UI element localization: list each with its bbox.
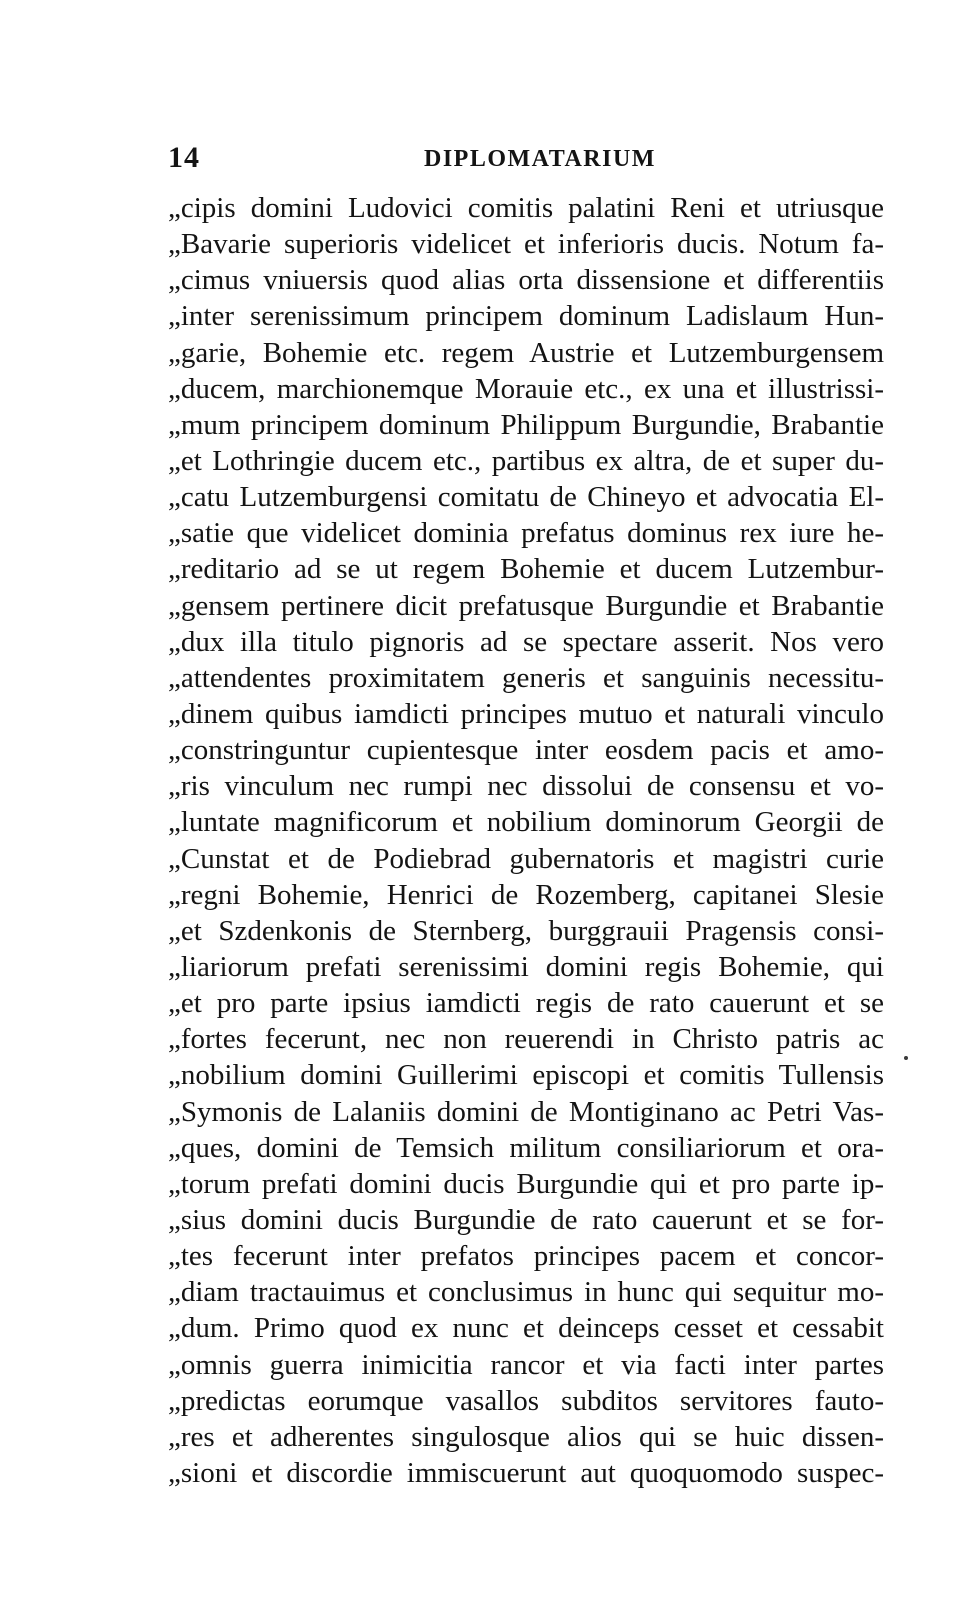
text-line: „dux illa titulo pignoris ad se spectare asserit. Nos vero: [168, 625, 884, 658]
text-line: „et Szdenkonis de Sternberg, burggrauii Pragensis consi-: [168, 914, 884, 947]
text-line: „liariorum prefati serenissimi domini regis Bohemie, qui: [168, 950, 884, 983]
text-line: „cimus vniuersis quod alias orta dissensione et differentiis: [168, 264, 884, 297]
text-line: „constringuntur cupientesque inter eosdem pacis et amo-: [168, 734, 884, 767]
ink-speck: [904, 1056, 908, 1060]
text-line: „reditario ad se ut regem Bohemie et ducem Lutzembur-: [168, 553, 884, 586]
text-line: „gensem pertinere dicit prefatusque Burgundie et Brabantie: [168, 589, 884, 622]
text-line: „ris vinculum nec rumpi nec dissolui de consensu et vo-: [168, 770, 884, 803]
text-line: „tes fecerunt inter prefatos principes pacem et concor-: [168, 1240, 884, 1273]
text-line: „luntate magnificorum et nobilium dominorum Georgii de: [168, 806, 884, 839]
text-line: „predictas eorumque vasallos subditos servitores fauto-: [168, 1384, 884, 1417]
text-line: „Bavarie superioris videlicet et inferioris ducis. Notum fa-: [168, 228, 884, 261]
text-line: „catu Lutzemburgensi comitatu de Chineyo et advocatia El-: [168, 481, 884, 514]
running-head: [168, 140, 884, 176]
text-line: „sius domini ducis Burgundie de rato cauerunt et se for-: [168, 1203, 884, 1236]
text-line: „et Lothringie ducem etc., partibus ex altra, de et super du-: [168, 444, 884, 477]
text-line: „sioni et discordie immiscuerunt aut quoquomodo suspec-: [168, 1456, 884, 1489]
text-line: „satie que videlicet dominia prefatus dominus rex iure he-: [168, 517, 884, 550]
text-line: „torum prefati domini ducis Burgundie qui et pro parte ip-: [168, 1167, 884, 1200]
text-line: „attendentes proximitatem generis et sanguinis necessitu-: [168, 661, 884, 694]
text-line: „mum principem dominum Philippum Burgundie, Brabantie: [168, 408, 884, 441]
text-line: „cipis domini Ludovici comitis palatini Reni et utriusque: [168, 192, 884, 224]
text-line: „diam tractauimus et conclusimus in hunc qui sequitur mo-: [168, 1276, 884, 1309]
text-line: „res et adherentes singulosque alios qui se huic dissen-: [168, 1420, 884, 1453]
text-line: „nobilium domini Guillerimi episcopi et comitis Tullensis: [168, 1059, 884, 1092]
text-line: „et pro parte ipsius iamdicti regis de rato cauerunt et se: [168, 987, 884, 1020]
text-line: „Symonis de Lalaniis domini de Montiginano ac Petri Vas-: [168, 1095, 884, 1128]
text-line: „regni Bohemie, Henrici de Rozemberg, capitanei Slesie: [168, 878, 884, 911]
text-line: „fortes fecerunt, nec non reuerendi in Christo patris ac: [168, 1023, 884, 1056]
body-text: [168, 190, 884, 1491]
text-line: „ducem, marchionemque Morauie etc., ex una et illustrissi-: [168, 372, 884, 405]
text-line: „Cunstat et de Podiebrad gubernatoris et magistri curie: [168, 842, 884, 875]
text-line: „dum. Primo quod ex nunc et deinceps cesset et cessabit: [168, 1312, 884, 1345]
running-title: DIPLOMATARIUM: [424, 146, 656, 172]
page-number: 14: [168, 141, 200, 174]
text-line: „garie, Bohemie etc. regem Austrie et Lutzemburgensem: [168, 336, 884, 369]
text-line: „dinem quibus iamdicti principes mutuo et naturali vinculo: [168, 697, 884, 730]
text-line: „omnis guerra inimicitia rancor et via facti inter partes: [168, 1348, 884, 1381]
text-line: „inter serenissimum principem dominum Ladislaum Hun-: [168, 300, 884, 333]
text-line: „ques, domini de Temsich militum consiliariorum et ora-: [168, 1131, 884, 1164]
